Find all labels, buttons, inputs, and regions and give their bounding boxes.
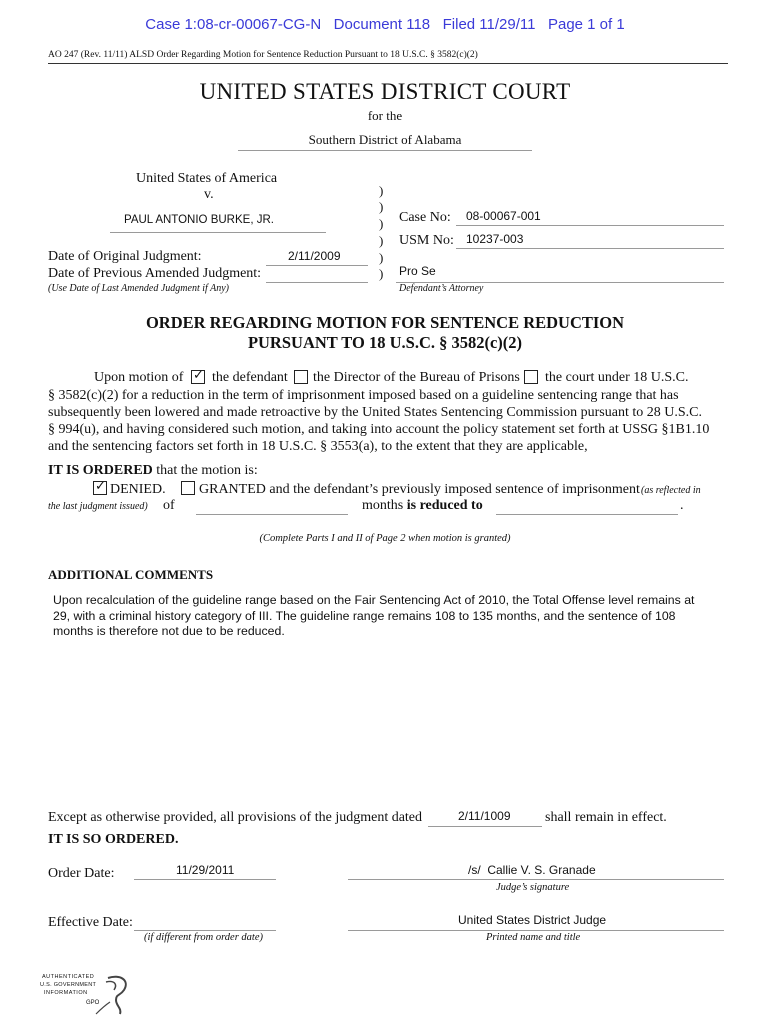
original-judgment-date: 2/11/2009 — [288, 249, 341, 263]
previous-amended-rule — [266, 282, 368, 283]
comments-line-1: Upon recalculation of the guideline range based on the Fair Sentencing Act of 2010, the Total Offense level remains at — [53, 593, 695, 607]
caption-paren-1: ) — [379, 183, 384, 198]
original-judgment-rule — [266, 265, 368, 266]
previous-months-rule — [196, 514, 348, 515]
caption-paren-4: ) — [379, 233, 384, 248]
usm-number-label: USM No: — [399, 233, 454, 248]
judge-signature-label: Judge’s signature — [496, 882, 570, 893]
so-ordered-text: IT IS SO ORDERED — [48, 832, 175, 847]
for-the-label: for the — [367, 108, 403, 123]
so-ordered-period: . — [174, 832, 179, 847]
versus-label: v. — [204, 187, 214, 202]
motion-body-line-3: § 994(u), and having considered such motion, and taking into account the policy statement set forth at USSG §1B1.10 — [48, 422, 710, 437]
form-number-rule — [48, 63, 728, 64]
judge-title: United States District Judge — [458, 913, 607, 927]
additional-comments-text — [53, 593, 723, 640]
seal-line-2: U.S. GOVERNMENT — [40, 982, 97, 988]
bop-option-label: the Director of the Bureau of Prisons — [313, 370, 520, 385]
case-number-rule — [456, 225, 724, 226]
motion-body-line-4: and the sentencing factors set forth in 18 U.S.C. § 3553(a), to the extent that they are applicable, — [48, 439, 588, 454]
reduced-months-rule — [496, 514, 678, 515]
defendant-checkbox[interactable] — [191, 370, 205, 384]
court-checkbox[interactable] — [524, 370, 538, 384]
except-text: Except as otherwise provided, all provisions of the judgment dated — [48, 810, 423, 825]
order-title-line1: ORDER REGARDING MOTION FOR SENTENCE REDUCTION — [145, 313, 625, 332]
order-date-value: 11/29/2011 — [176, 863, 235, 877]
court-option-label: the court under 18 U.S.C. — [545, 370, 689, 385]
additional-comments-heading: ADDITIONAL COMMENTS — [48, 567, 214, 582]
caption-paren-2: ) — [379, 199, 384, 214]
defendant-name: PAUL ANTONIO BURKE, JR. — [124, 214, 274, 226]
caption-paren-5: ) — [379, 250, 384, 265]
remain-in-effect-text: shall remain in effect. — [545, 810, 667, 825]
judgment-date-rule — [428, 826, 542, 827]
judge-signature-rule — [348, 879, 724, 880]
case-number-label: Case No: — [399, 210, 451, 225]
bop-checkbox[interactable] — [294, 370, 308, 384]
defendant-attorney-name: Pro Se — [399, 264, 436, 278]
motion-body-line-1: § 3582(c)(2) for a reduction in the term of imprisonment imposed based on a guideline sentencing range that has — [48, 388, 679, 403]
ordered-heading: IT IS ORDERED — [48, 463, 153, 478]
court-title: UNITED STATES DISTRICT COURT — [199, 79, 571, 104]
complete-parts-note: (Complete Parts I and II of Page 2 when motion is granted) — [259, 533, 511, 544]
judgment-date-value: 2/11/1009 — [458, 809, 511, 823]
reduced-to-label: is reduced to — [406, 498, 483, 513]
previous-amended-label: Date of Previous Amended Judgment: — [48, 266, 262, 281]
order-date-rule — [134, 879, 276, 880]
seal-line-1: AUTHENTICATED — [42, 974, 95, 980]
caption-paren-6: ) — [379, 266, 384, 281]
ordered-rest: that the motion is: — [152, 463, 258, 478]
defendant-option-label: the defendant — [212, 370, 288, 385]
judge-signature: /s/ Callie V. S. Granade — [468, 863, 596, 877]
comments-line-3: months is therefore not due to be reduced. — [53, 624, 285, 638]
reduced-period: . — [680, 498, 684, 513]
denied-checkbox[interactable] — [93, 481, 107, 495]
gpo-seal — [36, 972, 136, 1016]
months-word: months — [362, 498, 404, 513]
order-title-line2: PURSUANT TO 18 U.S.C. § 3582(c)(2) — [247, 333, 523, 352]
defendant-attorney-label: Defendant’s Attorney — [399, 283, 484, 294]
of-word: of — [163, 498, 175, 513]
effective-date-label: Effective Date: — [48, 915, 133, 930]
case-number-value: 08-00067-001 — [466, 209, 541, 223]
seal-line-4: GPO — [86, 1000, 100, 1006]
district-rule — [238, 150, 532, 151]
granted-checkbox[interactable] — [181, 481, 195, 495]
effective-date-rule — [134, 930, 276, 931]
so-ordered — [48, 832, 178, 848]
printed-name-rule — [348, 930, 724, 931]
effective-date-hint: (if different from order date) — [144, 932, 263, 943]
form-number-line: AO 247 (Rev. 11/11) ALSD Order Regarding Motion for Sentence Reduction Pursuant to 18 U.S.C. § 3582(c)(2) — [48, 50, 478, 60]
motion-body-line-2: subsequently been lowered and made retroactive by the United States Sentencing Commission pursuant to 28 U.S.C. — [48, 405, 702, 420]
usm-number-rule — [456, 248, 724, 249]
granted-label: GRANTED and the defendant’s previously imposed sentence of imprisonment — [199, 482, 640, 497]
ordered-line — [48, 463, 258, 479]
printed-name-label: Printed name and title — [486, 932, 581, 943]
caption-paren-3: ) — [379, 216, 384, 231]
seal-line-3: INFORMATION — [44, 990, 88, 996]
defendant-rule — [110, 232, 326, 233]
previous-amended-hint: (Use Date of Last Amended Judgment if Any) — [48, 283, 229, 294]
last-judgment-hint: the last judgment issued) — [48, 501, 148, 512]
reflected-hint: (as reflected in — [641, 485, 701, 496]
comments-line-2: 29, with a criminal history category of III. The guideline range remains 108 to 135 months, and the sentence of 108 — [53, 608, 676, 623]
plaintiff-name: United States of America — [136, 171, 278, 186]
months-reduced-text — [362, 498, 483, 514]
motion-body — [48, 387, 728, 455]
case-header: Case 1:08-cr-00067-CG-N Document 118 Filed 11/29/11 Page 1 of 1 — [145, 16, 625, 33]
original-judgment-label: Date of Original Judgment: — [48, 249, 202, 264]
denied-label: DENIED. — [110, 482, 166, 497]
usm-number-value: 10237-003 — [466, 232, 524, 246]
motion-prefix: Upon motion of — [94, 370, 184, 385]
order-date-label: Order Date: — [48, 866, 115, 881]
district-name: Southern District of Alabama — [308, 132, 462, 147]
